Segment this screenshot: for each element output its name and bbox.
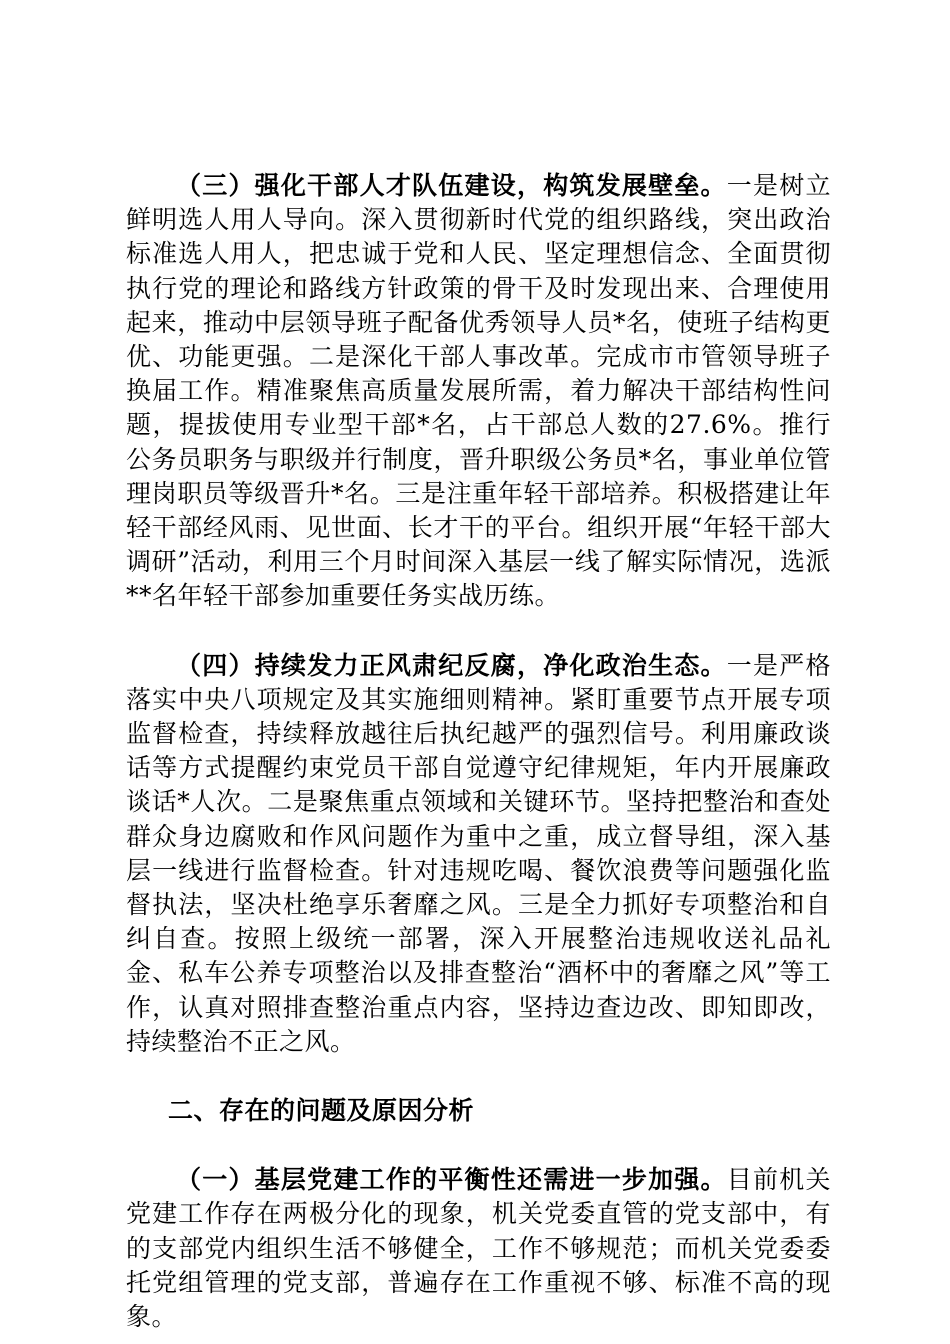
paragraph-lead: （四）持续发力正风肃纪反腐，净化政治生态。	[176, 650, 727, 680]
paragraph-anti-corruption	[126, 649, 831, 1059]
paragraph-lead: （一）基层党建工作的平衡性还需进一步加强。	[176, 1165, 727, 1195]
paragraph-lead: （三）强化干部人才队伍建设，构筑发展壁垒。	[176, 171, 727, 200]
paragraph-grassroots-balance	[126, 1163, 831, 1334]
section-heading: 二、存在的问题及原因分析	[168, 1096, 475, 1126]
paragraph-cadre-team	[126, 169, 831, 614]
document-body	[126, 169, 831, 1334]
paragraph-body: 目前机关党建工作存在两极分化的现象，机关党委直管的党支部中，有的支部党内组织生活不够健全，工作不够规范；而机关党委委托党组管理的党支部，普遍存在工作重视不够、标准不高的现象。	[126, 1165, 831, 1332]
paragraph-body: 一是树立鲜明选人用人导向。深入贯彻新时代党的组织路线，突出政治标准选人用人，把忠诚于党和人民、坚定理想信念、全面贯彻执行党的理论和路线方针政策的骨干及时发现出来、合理使用起来，推动中层领导班子配备优秀领导人员*名，使班子结构更优、功能更强。二是深化干部人事改革。完成市市管领导班子换届工作。精准聚焦高质量发展所需，着力解决干部结构性问题，提拔使用专业型干部*名，占干部总人数的27.6%。推行公务员职务与职级并行制度，晋升职级公务员*名，事业单位管理岗职员等级晋升*名。三是注重年轻干部培养。积极搭建让年轻干部经风雨、见世面、长才干的平台。组织开展“年轻干部大调研”活动，利用三个月时间深入基层一线了解实际情况，选派**名年轻干部参加重要任务实战历练。	[126, 171, 831, 611]
paragraph-body: 一是严格落实中央八项规定及其实施细则精神。紧盯重要节点开展专项监督检查，持续释放越往后执纪越严的强烈信号。利用廉政谈话等方式提醒约束党员干部自觉遵守纪律规矩，年内开展廉政谈话*人次。二是聚焦重点领域和关键环节。坚持把整治和查处群众身边腐败和作风问题作为重中之重，成立督导组，深入基层一线进行监督检查。针对违规吃喝、餐饮浪费等问题强化监督执法，坚决杜绝享乐奢靡之风。三是全力抓好专项整治和自纠自查。按照上级统一部署，深入开展整治违规收送礼品礼金、私车公养专项整治以及排查整治“酒杯中的奢靡之风”等工作，认真对照排查整治重点内容，坚持边查边改、即知即改，持续整治不正之风。	[126, 650, 831, 1056]
